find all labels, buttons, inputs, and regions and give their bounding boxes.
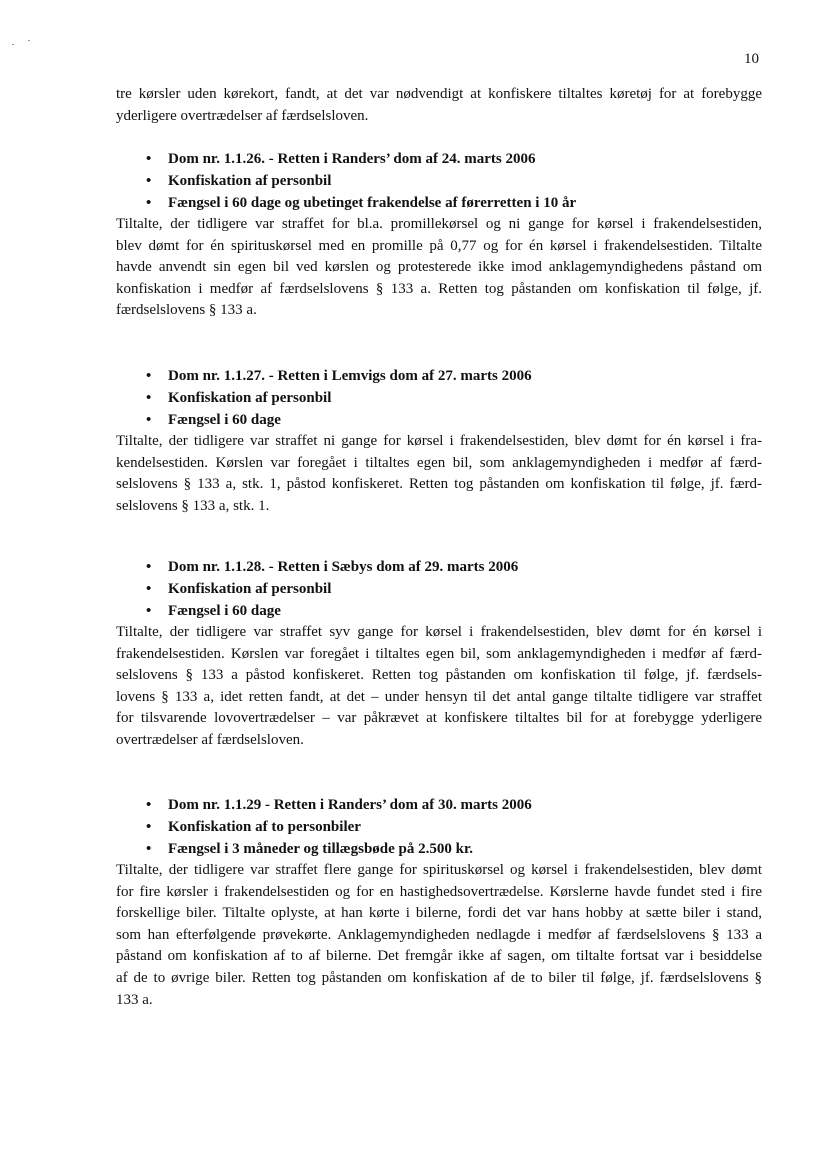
text-line: selslovens § 133 a, stk. 1, påstod konfiskeret. Retten tog påstanden om konfiskation til følge, jf. færd- <box>116 476 762 493</box>
text-line: påstand om konfiskation af to af bilerne. Det fremgår ikke af sagen, om tiltalte fortsat var i besiddelse <box>116 948 762 965</box>
text-line: Tiltalte, der tidligere var straffet flere gange for spirituskørsel og kørsel i frakendelsestiden, blev dømt <box>116 862 762 878</box>
case-summary-item: • Konfiskation af personbil <box>146 387 762 409</box>
text-line: blev dømt for én spirituskørsel med en promille på 0,77 og for én kørsel i frakendelsestiden. Tiltalte <box>116 237 762 254</box>
text-line: tre kørsler uden kørekort, fandt, at det var nødvendigt at konfiskere tiltaltes køretøj for at forebygge <box>116 86 762 102</box>
case-description <box>116 860 762 1011</box>
text-line: lovens § 133 a, idet retten fandt, at det – under hensyn til det antal gange tiltalte tidligere var straffet <box>116 688 762 705</box>
text-line: konfiskation i medfør af færdselslovens § 133 a. Retten tog påstanden om konfiskation til følge, jf. <box>116 280 762 297</box>
case-summary-item: • Fængsel i 60 dage og ubetinget frakendelse af førerretten i 10 år <box>146 192 762 214</box>
case-summary-item: • Fængsel i 60 dage <box>146 409 762 431</box>
text-line: som han efterfølgende prøvekørte. Anklagemyndigheden nedlagde i medfør af færdselslovens § 133 a <box>116 926 762 943</box>
scan-speck <box>12 44 14 45</box>
case-summary-list <box>146 365 762 431</box>
case-section <box>116 365 762 517</box>
text-line: 133 a. <box>116 991 153 1008</box>
case-heading: • Dom nr. 1.1.29 - Retten i Randers’ dom af 30. marts 2006 <box>146 794 762 816</box>
scan-speck <box>28 40 30 41</box>
intro-paragraph <box>116 84 762 127</box>
case-section <box>116 556 762 752</box>
case-summary-list <box>146 556 762 622</box>
text-line: for fire kørsler i frakendelsestiden og for en hastighedsovertrædelse. Kørslerne havde fundet sted i fire <box>116 883 762 900</box>
case-description <box>116 214 762 322</box>
case-section <box>116 794 762 1011</box>
case-summary-list <box>146 794 762 860</box>
text-line: for tilsvarende lovovertrædelser – var påkrævet at konfiskere tiltaltes bil for at forebygge yderligere <box>116 710 762 727</box>
text-line: kendelsestiden. Kørslen var foregået i tiltaltes egen bil, som anklagemyndigheden i medfør af færd- <box>116 454 762 471</box>
case-summary-item: • Fængsel i 3 måneder og tillægsbøde på 2.500 kr. <box>146 838 762 860</box>
case-summary-item: • Konfiskation af personbil <box>146 578 762 600</box>
case-summary-item: • Fængsel i 60 dage <box>146 600 762 622</box>
text-line: færdselslovens § 133 a. <box>116 302 257 319</box>
case-description <box>116 622 762 752</box>
case-heading: • Dom nr. 1.1.26. - Retten i Randers’ dom af 24. marts 2006 <box>146 148 762 170</box>
text-line: yderligere overtrædelser af færdselsloven. <box>116 107 369 124</box>
text-line: af de to øvrige biler. Retten tog påstanden om konfiskation af de to biler til følge, jf. færdselslovens § <box>116 969 762 986</box>
text-line: forskellige biler. Tiltalte oplyste, at han kørte i bilerne, fordi det var hans hobby at sætte biler i stand, <box>116 905 762 922</box>
case-description <box>116 431 762 517</box>
text-line: selslovens § 133 a påstod konfiskeret. Retten tog påstanden om konfiskation til følge, jf. færdsels- <box>116 667 762 684</box>
case-summary-item: • Konfiskation af to personbiler <box>146 816 762 838</box>
case-heading: • Dom nr. 1.1.28. - Retten i Sæbys dom af 29. marts 2006 <box>146 556 762 578</box>
case-summary-item: • Konfiskation af personbil <box>146 170 762 192</box>
text-line: overtrædelser af færdselsloven. <box>116 731 304 748</box>
text-line: Tiltalte, der tidligere var straffet ni gange for kørsel i frakendelsestiden, blev dømt for én kørsel i fra- <box>116 433 762 449</box>
text-line: frakendelsestiden. Kørslen var foregået i tiltaltes egen bil, som anklagemyndigheden i medfør af færd- <box>116 645 762 662</box>
case-heading: • Dom nr. 1.1.27. - Retten i Lemvigs dom af 27. marts 2006 <box>146 365 762 387</box>
text-line: Tiltalte, der tidligere var straffet syv gange for kørsel i frakendelsestiden, blev dømt for én kørsel i <box>116 624 762 640</box>
text-line: Tiltalte, der tidligere var straffet for bl.a. promillekørsel og ni gange for kørsel i frakendelsestiden, <box>116 216 762 232</box>
text-line: havde anvendt sin egen bil ved kørslen og protesterede ikke imod anklagemyndighedens påstand om <box>116 259 762 276</box>
text-line: selslovens § 133 a, stk. 1. <box>116 497 270 514</box>
page-number: 10 <box>744 51 759 67</box>
case-summary-list <box>146 148 762 214</box>
case-section <box>116 148 762 322</box>
